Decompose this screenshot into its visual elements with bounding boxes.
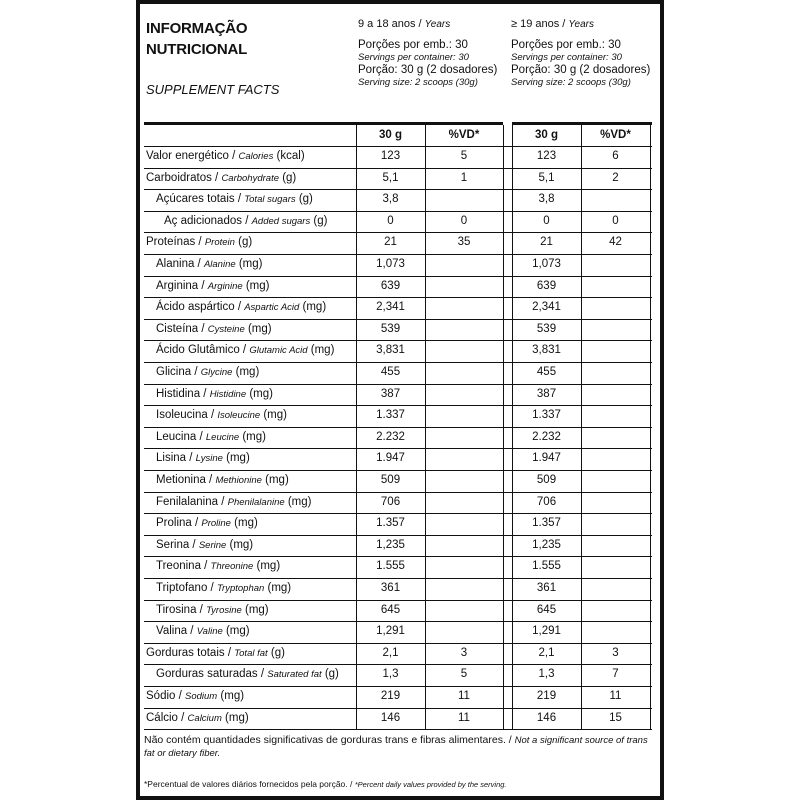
nutrient-name-pt: Cisteína / bbox=[156, 322, 208, 335]
dv-19-plus: 2 bbox=[612, 171, 619, 184]
group-2-servings: Porções por emb.: 30 bbox=[511, 39, 621, 51]
amount-19-plus: 1,073 bbox=[532, 258, 561, 270]
dv-9-18: 35 bbox=[457, 236, 471, 249]
nutrient-unit: (mg) bbox=[261, 474, 289, 486]
amount-19-plus: 1.337 bbox=[532, 409, 561, 422]
amount-9-18: 21 bbox=[384, 236, 397, 249]
nutrient-name-pt: Triptofano / bbox=[156, 582, 217, 594]
nutrient-name-en: Carbohydrate bbox=[221, 172, 279, 184]
nutrient-unit: (mg) bbox=[299, 301, 327, 314]
amount-19-plus: 1,291 bbox=[532, 625, 561, 638]
amount-9-18: 1,235 bbox=[376, 538, 405, 551]
nutrient-name-pt: Metionina / bbox=[156, 474, 216, 486]
nutrient-name-pt: Ácido Glutâmico / bbox=[156, 344, 250, 357]
nutrient-unit: (mg) bbox=[239, 430, 266, 443]
amount-19-plus: 361 bbox=[536, 582, 557, 594]
amount-9-18: 1,291 bbox=[376, 625, 405, 638]
amount-19-plus: 1.357 bbox=[532, 517, 561, 530]
nutrient-name-en: Leucine bbox=[205, 431, 240, 443]
amount-9-18: 219 bbox=[380, 690, 401, 702]
nutrient-unit: (mg) bbox=[244, 322, 272, 335]
group-2-serving-size-en: Serving size: 2 scoops (30g) bbox=[511, 77, 631, 88]
nutrient-name-pt: Cálcio / bbox=[146, 711, 188, 724]
amount-9-18: 361 bbox=[380, 582, 401, 594]
nutrient-name-en: Calcium bbox=[187, 712, 222, 724]
group-2-serving-size: Porção: 30 g (2 dosadores) bbox=[511, 64, 651, 76]
nutrient-name-pt: Isoleucina / bbox=[156, 409, 218, 422]
amount-9-18: 645 bbox=[380, 603, 401, 616]
nutrient-unit: (mg) bbox=[260, 409, 287, 422]
nutrient-name-pt: Açúcares totais / bbox=[156, 193, 245, 206]
nutrient-name-pt: Carboidratos / bbox=[146, 171, 222, 184]
nutrient-name-pt: Gorduras saturadas / bbox=[156, 668, 268, 681]
row-rule bbox=[144, 729, 652, 730]
nutrient-label bbox=[156, 297, 326, 318]
amount-9-18: 1.337 bbox=[376, 409, 405, 422]
amount-19-plus: 1,235 bbox=[532, 538, 561, 551]
nutrient-label bbox=[156, 578, 291, 599]
amount-9-18: 455 bbox=[380, 366, 401, 378]
dv-19-plus: 11 bbox=[609, 690, 622, 702]
amount-19-plus: 21 bbox=[540, 236, 553, 249]
nutrient-name-en: Tyrosine bbox=[206, 604, 242, 616]
nutrient-name-en: Valine bbox=[196, 626, 223, 638]
nutrient-label bbox=[146, 146, 305, 167]
nutrient-unit: (mg) bbox=[235, 258, 263, 270]
nutrient-name-pt: Tirosina / bbox=[156, 603, 207, 616]
amount-19-plus: 3,8 bbox=[538, 193, 555, 206]
amount-19-plus: 1.947 bbox=[532, 452, 561, 465]
nutrient-name-pt: Aç adicionados / bbox=[164, 214, 252, 227]
footnote-trans-fat-pt: Não contém quantidades significativas de gorduras trans e fibras alimentares. / bbox=[144, 734, 512, 746]
group-1-info bbox=[358, 18, 497, 88]
nutrient-name-pt: Alanina / bbox=[156, 258, 204, 270]
dv-19-plus: 7 bbox=[612, 668, 619, 681]
nutrient-unit: (mg) bbox=[217, 690, 245, 702]
nutrient-label bbox=[156, 276, 269, 297]
nutrient-name-pt: Prolina / bbox=[156, 517, 202, 530]
nutrient-name-en: Lysine bbox=[195, 453, 223, 465]
nutrient-label bbox=[146, 643, 285, 664]
nutrient-unit: (mg) bbox=[221, 711, 249, 724]
amount-19-plus: 2,341 bbox=[532, 301, 561, 314]
footnote-daily-values bbox=[144, 779, 507, 789]
supplement-facts-title: SUPPLEMENT FACTS bbox=[146, 82, 280, 97]
group-1-servings: Porções por emb.: 30 bbox=[358, 39, 468, 51]
nutrient-name-en: Protein bbox=[204, 237, 235, 249]
nutrient-unit: (mg) bbox=[222, 625, 250, 638]
group-1-age: 9 a 18 anos / bbox=[358, 18, 422, 30]
dv-9-18: 3 bbox=[460, 646, 468, 659]
nutrient-label bbox=[156, 189, 313, 210]
amount-19-plus: 1,3 bbox=[538, 668, 555, 681]
nutrient-name-en: Glycine bbox=[200, 367, 233, 378]
nutrient-name-pt: Valor energético / bbox=[146, 150, 239, 162]
amount-19-plus: 455 bbox=[536, 366, 557, 378]
nutrient-label bbox=[156, 600, 269, 621]
nutrient-label bbox=[156, 664, 339, 685]
nutrient-label bbox=[164, 211, 327, 232]
nutrient-name-pt: Proteínas / bbox=[146, 236, 205, 249]
nutrient-label bbox=[156, 427, 266, 448]
footnote-trans-fat-en: Not a significant source of trans fat or dietary fiber. bbox=[144, 735, 648, 759]
nutrient-name-en: Tryptophan bbox=[216, 583, 265, 594]
nutrient-name-en: Glutamic Acid bbox=[249, 345, 308, 357]
group-2-age: ≥ 19 anos / bbox=[511, 18, 566, 30]
nutrient-name-en: Sodium bbox=[185, 691, 218, 702]
nutrient-label bbox=[156, 492, 312, 513]
nutrient-unit: (g) bbox=[310, 214, 328, 227]
title-line-1: INFORMAÇÃO bbox=[146, 20, 248, 37]
nutrient-name-en: Alanine bbox=[203, 259, 236, 270]
nutrient-name-en: Saturated fat bbox=[267, 669, 322, 681]
nutrient-label bbox=[146, 686, 244, 707]
nutrient-name-pt: Gorduras totais / bbox=[146, 646, 235, 659]
group-1-age-en: Years bbox=[424, 19, 451, 30]
nutrient-name-en: Cysteine bbox=[207, 323, 245, 335]
nutrient-name-en: Methionine bbox=[215, 475, 262, 486]
column-rule bbox=[650, 125, 651, 729]
dv-9-18: 0 bbox=[460, 214, 468, 227]
amount-9-18: 5,1 bbox=[382, 171, 399, 184]
amount-19-plus: 5,1 bbox=[538, 171, 555, 184]
nutrient-unit: (mg) bbox=[226, 538, 254, 551]
amount-9-18: 1,073 bbox=[376, 258, 405, 270]
nutrient-unit: (g) bbox=[295, 193, 313, 206]
amount-19-plus: 146 bbox=[536, 711, 557, 724]
column-header: 30 g bbox=[534, 129, 558, 141]
nutrient-unit: (g) bbox=[267, 646, 285, 659]
nutrient-label bbox=[156, 448, 250, 469]
amount-9-18: 2.232 bbox=[376, 430, 405, 443]
amount-9-18: 146 bbox=[380, 711, 401, 724]
amount-9-18: 1.357 bbox=[376, 517, 405, 530]
nutrient-name-en: Added sugars bbox=[251, 215, 311, 227]
nutrient-name-en: Total sugars bbox=[244, 194, 296, 206]
amount-9-18: 2,341 bbox=[376, 301, 405, 314]
nutrient-label bbox=[156, 384, 273, 405]
amount-19-plus: 509 bbox=[536, 474, 557, 486]
nutrient-unit: (mg) bbox=[253, 560, 281, 573]
nutrient-name-en: Aspartic Acid bbox=[244, 302, 300, 314]
dv-19-plus: 0 bbox=[612, 214, 619, 227]
group-2-servings-en: Servings per container: 30 bbox=[511, 52, 622, 63]
amount-19-plus: 2.232 bbox=[532, 430, 561, 443]
amount-9-18: 509 bbox=[380, 474, 401, 486]
column-header: 30 g bbox=[378, 129, 402, 141]
dv-9-18: 5 bbox=[460, 668, 468, 681]
nutrient-name-en: Threonine bbox=[210, 561, 254, 573]
group-1-serving-size: Porção: 30 g (2 dosadores) bbox=[358, 64, 498, 76]
nutrient-name-en: Arginine bbox=[207, 280, 243, 292]
amount-9-18: 706 bbox=[380, 495, 401, 508]
nutrient-label bbox=[156, 405, 287, 426]
nutrient-unit: (mg) bbox=[264, 582, 292, 594]
amount-19-plus: 706 bbox=[536, 495, 557, 508]
dv-19-plus: 15 bbox=[609, 711, 622, 724]
amount-9-18: 1.947 bbox=[376, 452, 405, 465]
dv-9-18: 11 bbox=[458, 690, 470, 702]
nutrient-name-pt: Lisina / bbox=[156, 452, 196, 465]
nutrient-label bbox=[156, 535, 253, 556]
nutrient-name-pt: Treonina / bbox=[156, 560, 211, 573]
amount-19-plus: 2,1 bbox=[538, 646, 555, 659]
amount-19-plus: 387 bbox=[536, 387, 557, 400]
group-2-info bbox=[511, 18, 650, 88]
amount-19-plus: 123 bbox=[536, 150, 557, 162]
amount-9-18: 3,831 bbox=[376, 344, 405, 357]
amount-19-plus: 3,831 bbox=[532, 344, 561, 357]
amount-9-18: 2,1 bbox=[382, 646, 399, 659]
amount-9-18: 387 bbox=[380, 387, 401, 400]
dv-9-18: 11 bbox=[458, 711, 470, 724]
column-header: %VD* bbox=[448, 129, 480, 141]
nutrient-unit: (mg) bbox=[246, 387, 273, 400]
nutrient-label bbox=[156, 513, 258, 534]
nutrient-label bbox=[156, 621, 250, 642]
nutrient-name-pt: Glicina / bbox=[156, 366, 201, 378]
amount-9-18: 1,3 bbox=[382, 668, 399, 681]
column-header: %VD* bbox=[600, 129, 631, 141]
amount-9-18: 539 bbox=[380, 322, 401, 335]
nutrient-unit: (kcal) bbox=[273, 150, 305, 162]
nutrient-label bbox=[156, 556, 280, 577]
amount-19-plus: 645 bbox=[536, 603, 557, 616]
amount-9-18: 639 bbox=[380, 279, 401, 292]
dv-9-18: 1 bbox=[460, 171, 468, 184]
nutrient-name-en: Total fat bbox=[234, 647, 268, 659]
footnote-dv-pt: *Percentual de valores diários fornecidos pela porção. / bbox=[144, 779, 353, 789]
nutrient-name-pt: Histidina / bbox=[156, 387, 210, 400]
nutrient-unit: (mg) bbox=[230, 517, 258, 530]
nutrient-unit: (mg) bbox=[232, 366, 260, 378]
nutrient-unit: (g) bbox=[234, 236, 253, 249]
nutrient-unit: (mg) bbox=[307, 344, 335, 357]
nutrition-panel bbox=[140, 4, 660, 796]
nutrient-name-pt: Valina / bbox=[156, 625, 197, 638]
nutrient-label bbox=[156, 362, 259, 383]
title-line-2: NUTRICIONAL bbox=[146, 41, 248, 58]
nutrient-unit: (mg) bbox=[284, 495, 312, 508]
amount-19-plus: 639 bbox=[536, 279, 557, 292]
nutrient-label bbox=[156, 340, 334, 361]
nutrient-unit: (mg) bbox=[242, 279, 270, 292]
dv-19-plus: 42 bbox=[609, 236, 622, 249]
amount-19-plus: 1.555 bbox=[532, 560, 561, 573]
group-1-servings-en: Servings per container: 30 bbox=[358, 52, 469, 63]
nutrient-unit: (g) bbox=[279, 171, 297, 184]
nutrient-name-pt: Fenilalanina / bbox=[156, 495, 228, 508]
nutrient-name-en: Serine bbox=[198, 539, 227, 551]
amount-19-plus: 0 bbox=[543, 214, 550, 227]
dv-9-18: 5 bbox=[460, 150, 468, 162]
nutrient-label bbox=[146, 232, 252, 253]
amount-19-plus: 539 bbox=[536, 322, 557, 335]
nutrient-name-en: Proline bbox=[201, 518, 231, 530]
amount-9-18: 3,8 bbox=[382, 193, 399, 206]
nutrient-name-en: Calories bbox=[238, 151, 274, 162]
nutrient-unit: (mg) bbox=[222, 452, 250, 465]
dv-19-plus: 6 bbox=[612, 150, 619, 162]
column-rule bbox=[503, 125, 504, 729]
nutrient-name-en: Isoleucine bbox=[217, 410, 261, 422]
group-2-age-en: Years bbox=[568, 19, 594, 30]
nutrient-label bbox=[146, 708, 249, 729]
nutrient-name-pt: Leucina / bbox=[156, 430, 206, 443]
amount-9-18: 0 bbox=[387, 214, 394, 227]
nutrient-unit: (g) bbox=[321, 668, 339, 681]
nutrient-name-pt: Arginina / bbox=[156, 279, 208, 292]
dv-19-plus: 3 bbox=[612, 646, 619, 659]
nutrient-name-pt: Serina / bbox=[156, 538, 199, 551]
nutrient-unit: (mg) bbox=[241, 603, 269, 616]
footnote-dv-en: *Percent daily values provided by the serving. bbox=[354, 780, 507, 789]
nutrient-label bbox=[156, 319, 272, 340]
footnote-trans-fat bbox=[144, 734, 654, 760]
nutrient-label bbox=[156, 254, 263, 275]
amount-9-18: 123 bbox=[380, 150, 401, 162]
amount-9-18: 1.555 bbox=[376, 560, 405, 573]
nutrient-name-pt: Sódio / bbox=[146, 690, 185, 702]
amount-19-plus: 219 bbox=[536, 690, 557, 702]
nutrient-label bbox=[146, 168, 296, 189]
nutrient-name-en: Phenilalanine bbox=[227, 496, 285, 508]
nutrient-label bbox=[156, 470, 289, 491]
nutrient-name-en: Histidine bbox=[209, 388, 247, 400]
nutrient-name-pt: Ácido aspártico / bbox=[156, 301, 245, 314]
group-1-serving-size-en: Serving size: 2 scoops (30g) bbox=[358, 77, 478, 88]
